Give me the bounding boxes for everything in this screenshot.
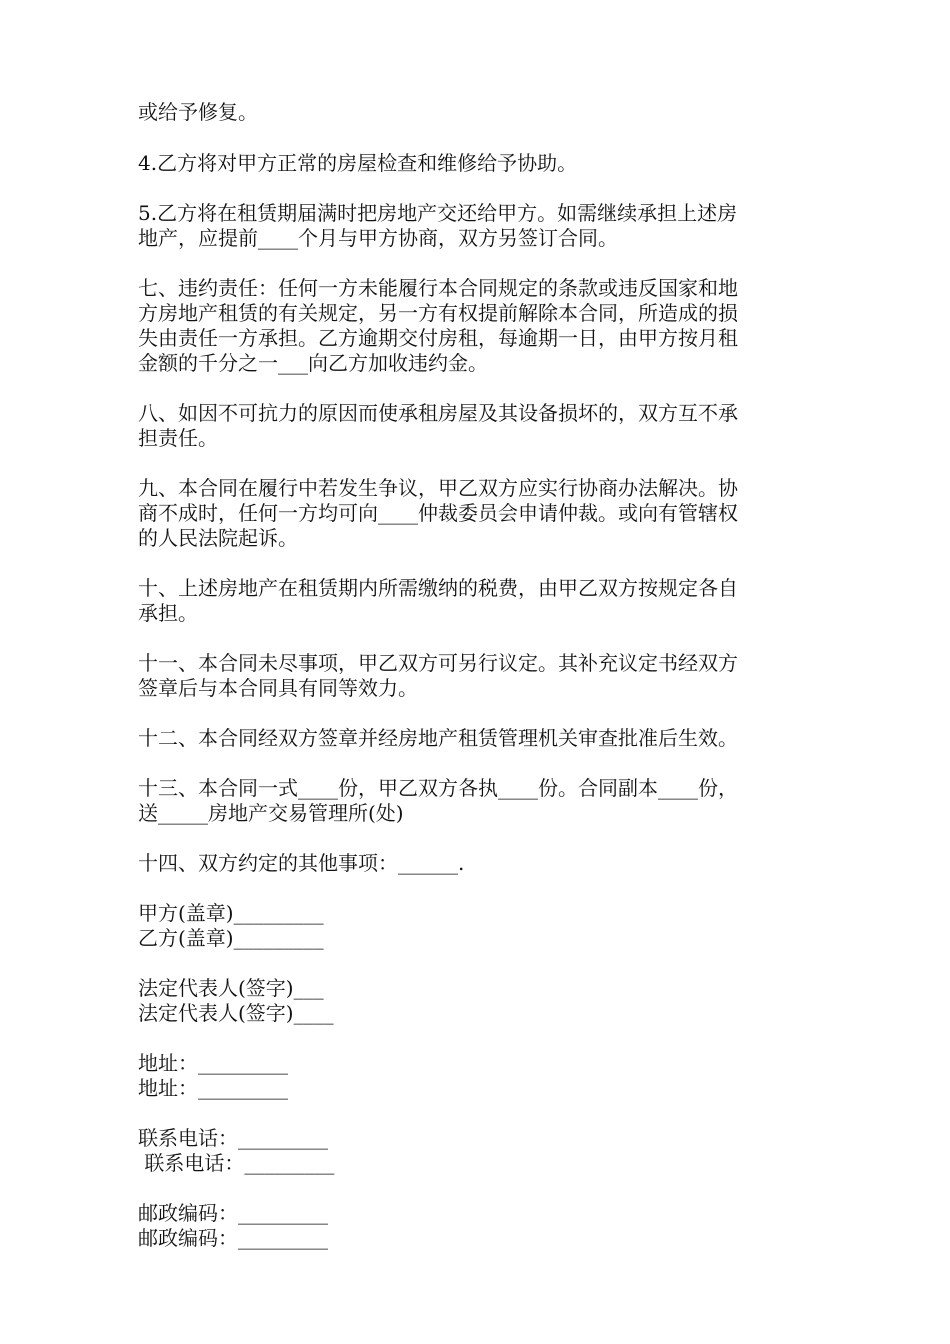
postcode-field-1: 邮政编码：_________ [138,1201,328,1225]
paragraph-line: 或给予修复。 [138,100,258,124]
clause-9-line-1: 九、本合同在履行中若发生争议，甲乙双方应实行协商办法解决。协 [138,476,738,500]
clause-8-line-2: 担责任。 [138,426,218,450]
address-field-1: 地址：_________ [138,1051,288,1075]
clause-7-line-3: 失由责任一方承担。乙方逾期交付房租，每逾期一日，由甲方按月租 [138,326,738,350]
clause-10-line-1: 十、上述房地产在租赁期内所需缴纳的税费，由甲乙双方按规定各自 [138,576,738,600]
clause-13-line-1: 十三、本合同一式____份，甲乙双方各执____份。合同副本____份， [138,776,738,800]
clause-11-line-1: 十一、本合同未尽事项，甲乙双方可另行议定。其补充议定书经双方 [138,651,738,675]
clause-8-line-1: 八、如因不可抗力的原因而使承租房屋及其设备损坏的，双方互不承 [138,401,738,425]
clause-9-line-2: 商不成时，任何一方均可向____仲裁委员会申请仲裁。或向有管辖权 [138,501,738,525]
legal-rep-signature-2: 法定代表人(签字)____ [138,1001,334,1025]
clause-7-line-4: 金额的千分之一___向乙方加收违约金。 [138,351,488,375]
address-field-2: 地址：_________ [138,1076,288,1100]
clause-4: 4.乙方将对甲方正常的房屋检查和维修给予协助。 [138,151,578,175]
clause-12: 十二、本合同经双方签章并经房地产租赁管理机关审查批准后生效。 [138,726,738,750]
phone-field-1: 联系电话：_________ [138,1126,328,1150]
clause-11-line-2: 签章后与本合同具有同等效力。 [138,676,418,700]
clause-5-line-1: 5.乙方将在租赁期届满时把房地产交还给甲方。如需继续承担上述房 [138,201,738,225]
clause-10-line-2: 承担。 [138,601,198,625]
clause-14: 十四、双方约定的其他事项：______. [138,851,465,875]
clause-7-line-2: 方房地产租赁的有关规定，另一方有权提前解除本合同，所造成的损 [138,301,738,325]
clause-9-line-3: 的人民法院起诉。 [138,526,298,550]
party-b-seal-field: 乙方(盖章)_________ [138,926,324,950]
party-a-seal-field: 甲方(盖章)_________ [138,901,324,925]
clause-5-line-2: 地产，应提前____个月与甲方协商，双方另签订合同。 [138,226,618,250]
phone-field-2: 联系电话：_________ [138,1151,335,1175]
legal-rep-signature-1: 法定代表人(签字)___ [138,976,324,1000]
clause-13-line-2: 送_____房地产交易管理所(处) [138,801,404,825]
clause-7-line-1: 七、违约责任：任何一方未能履行本合同规定的条款或违反国家和地 [138,276,738,300]
postcode-field-2: 邮政编码：_________ [138,1226,328,1250]
